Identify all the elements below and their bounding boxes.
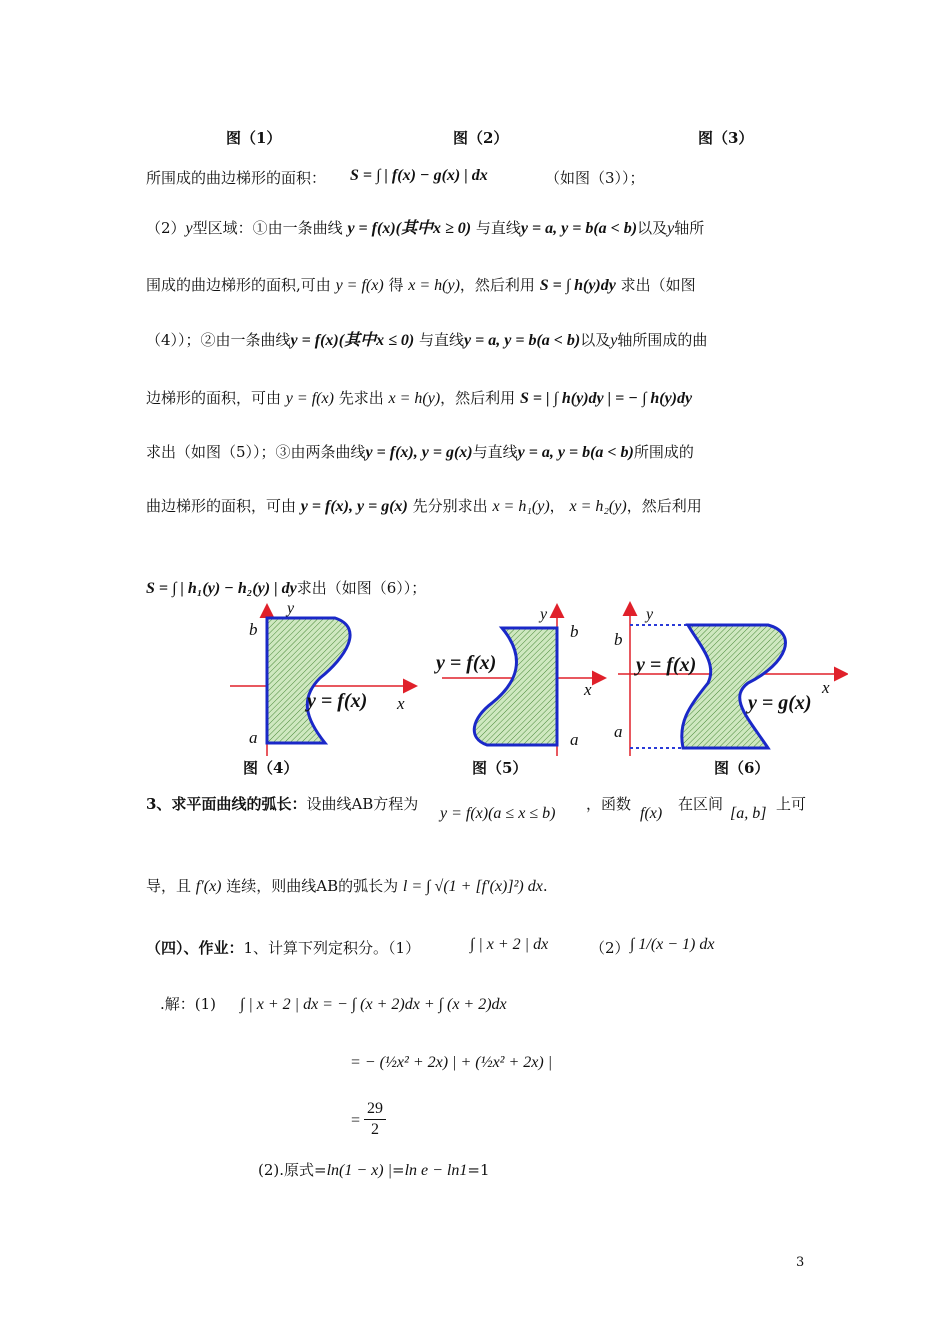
section3-text4: 上可 [776, 795, 807, 813]
caption-fig1: 图（1） [226, 129, 282, 147]
fig4-label-f: y = f(x) [307, 690, 368, 712]
section3-formula3: [a, b] [730, 805, 767, 822]
solution-step3-fraction [364, 1100, 386, 1139]
line2: （2）y型区域：①由一条曲线 y = f(x)(其中x ≥ 0) 与直线y = a, y = b(a < b)以及y轴所 [146, 219, 705, 237]
figure-6-svg [608, 598, 848, 758]
page-number: 3 [796, 1255, 805, 1270]
fig5-label-x: x [584, 680, 592, 699]
section3-text3: 在区间 [678, 795, 724, 813]
section3-formula1: y = f(x)(a ≤ x ≤ b) [440, 805, 556, 822]
fig4-caption: 图（4） [243, 759, 299, 777]
fig4-label-y: y [287, 600, 295, 617]
fig6-label-a: a [614, 722, 623, 741]
homework-formula1: ∫ | x + 2 | dx [470, 936, 549, 953]
figure-5-svg [432, 598, 612, 758]
fig6-caption: 图（6） [714, 759, 770, 777]
fig5-caption: 图（5） [472, 759, 528, 777]
solution-label: .解：(1) [160, 995, 217, 1013]
line5: 边梯形的面积，可由 y = f(x) 先求出 x = h(y)，然后利用 S = | ∫ h(y)dy | = − ∫ h(y)dy [146, 389, 693, 407]
line6: 求出（如图（5））；③由两条曲线y = f(x), y = g(x)与直线y = a, y = b(a < b)所围成的 [146, 443, 694, 461]
fig4-label-x: x [397, 694, 405, 713]
homework-formula2: ∫ 1/(x − 1) dx [630, 936, 715, 953]
region-shape [682, 625, 786, 748]
line1-formula: S = ∫ | f(x) − g(x) | dx [350, 167, 488, 184]
section3-line1: 3、求平面曲线的弧长：设曲线AB方程为 [146, 795, 419, 813]
caption-fig3: 图（3） [698, 129, 754, 147]
solution-step2: = − (½x² + 2x) | + (½x² + 2x) | [350, 1054, 553, 1071]
solution-step3-prefix: = [350, 1112, 361, 1129]
line3: 围成的曲边梯形的面积,可由 y = f(x) 得 x = h(y)，然后利用 S = ∫ h(y)dy 求出（如图 [146, 276, 696, 294]
section3-text2: ，函数 [586, 795, 632, 813]
figure-4 [225, 598, 425, 777]
line4: （4））；②由一条曲线y = f(x)(其中x ≤ 0) 与直线y = a, y = b(a < b)以及y轴所围成的曲 [146, 331, 708, 349]
line1-text: 所围成的曲边梯形的面积： [146, 169, 327, 187]
homework-line: （四）、作业：1、计算下列定积分。（1） [146, 939, 421, 957]
section3-formula2: f(x) [640, 805, 663, 822]
region-shape [474, 628, 557, 745]
solution-step1: ∫ | x + 2 | dx = − ∫ (x + 2)dx + ∫ (x + 2)dx [240, 996, 507, 1013]
figure-6 [608, 598, 848, 777]
fig4-label-a: a [249, 728, 258, 747]
homework-item2: （2） [590, 939, 630, 957]
line1-note: （如图（3））； [545, 169, 645, 187]
fraction-denominator: 2 [371, 1121, 379, 1138]
fig6-label-b: b [614, 630, 623, 649]
fig6-label-x: x [822, 678, 830, 697]
fraction-numerator: 29 [367, 1100, 383, 1117]
fig5-label-y: y [540, 606, 548, 623]
section3-line2: 导，且 f′(x) 连续，则曲线AB的弧长为 l = ∫ √(1 + [f′(x)]²) dx. [146, 877, 548, 895]
line8: S = ∫ | h₁(y) − h₂(y) | dy求出（如图（6））； [146, 579, 427, 597]
line7: 曲边梯形的面积，可由 y = f(x), y = g(x) 先分别求出 x = h₁(y)， x = h₂(y)，然后利用 [146, 497, 702, 515]
solution-part2: (2).原式=ln(1 − x) |=ln e − ln1=1 [258, 1161, 490, 1179]
fig5-label-f: y = f(x) [436, 652, 497, 674]
figure-5 [432, 598, 612, 777]
fig6-label-y: y [646, 606, 654, 623]
fig6-label-g: y = g(x) [748, 692, 812, 714]
region-shape [267, 618, 350, 743]
fig4-label-b: b [249, 620, 258, 639]
fig5-label-a: a [570, 730, 579, 749]
caption-fig2: 图（2） [453, 129, 509, 147]
fig5-label-b: b [570, 622, 579, 641]
fig6-label-f: y = f(x) [636, 654, 697, 676]
